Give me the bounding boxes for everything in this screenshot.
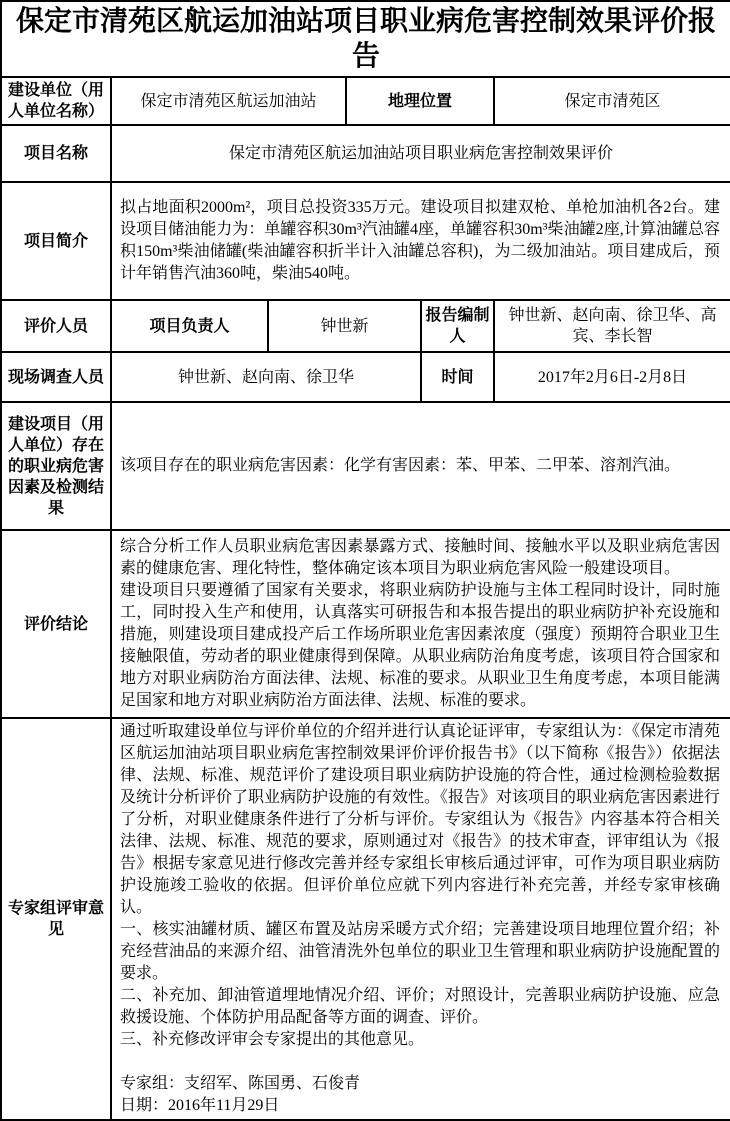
construction-unit-value: 保定市清苑区航运加油站 — [111, 77, 346, 125]
expert-opinion-label: 专家组评审意见 — [1, 718, 111, 1120]
expert-opinion-paragraph-1: 通过听取建设单位与评价单位的介绍并进行认真论证评审，专家组认为：《保定市清苑区航运加油站项目职业病危害控制效果评价评价报告书》（以下简称《报告》）依据法律、法规、标准、规范评价了建设项目职业病防护设施的符合性，通过检测检验数据及统计分析评价了职业病防护设施的有效性。《报告》对该项目的职业病危害因素进行了分析，对职业健康条件进行了分析与评价。专家组认为《报告》内容基本符合相关法律、法规、标准、规范的要求，原则通过对《报告》的技术审查，评审组认为《报告》根据专家意见进行修改完善并经专家组长审核后通过评审，可作为项目职业病防护设施竣工验收的依据。但评价单位应就下列内容进行补充完善，并经专家审核确认。 — [120, 723, 721, 916]
expert-opinion-paragraph-3: 二、补充加、卸油管道埋地情况介绍、评价；对照设计，完善职业病防护设施、应急救援设施、个体防护用品配备等方面的调查、评价。 — [120, 987, 721, 1026]
site-survey-value: 钟世新、赵向南、徐卫华 — [111, 352, 421, 402]
project-name-value: 保定市清苑区航运加油站项目职业病危害控制效果评价 — [111, 125, 730, 182]
project-brief-label: 项目简介 — [1, 182, 111, 300]
project-leader-label: 项目负责人 — [111, 300, 268, 352]
hazards-label: 建设项目（用人单位）存在的职业病危害因素及检测结果 — [1, 402, 111, 530]
conclusion-paragraph-1: 综合分析工作人员职业病危害因素暴露方式、接触时间、接触水平以及职业病危害因素的健康危害、理化特性，整体确定该本项目为职业病危害风险一般建设项目。 — [120, 538, 721, 577]
evaluators-label: 评价人员 — [1, 300, 111, 352]
time-label: 时间 — [421, 352, 494, 402]
report-writers-label: 报告编制人 — [421, 300, 494, 352]
project-brief-value: 拟占地面积2000m²，项目总投资335万元。建设项目拟建双枪、单枪加油机各2台。建设项目储油能力为：单罐容积30m³汽油罐4座，单罐容积30m³柴油罐2座,计算油罐总容积150m³柴油储罐(柴油罐容积折半计入油罐总容积)，为二级加油站。项目建成后，预计年销售汽油360吨，柴油540吨。 — [111, 182, 730, 300]
conclusion-paragraph-2: 建设项目只要遵循了国家有关要求，将职业病防护设施与主体工程同时设计，同时施工，同时投入生产和使用，认真落实可研报告和本报告提出的职业病防护补充设施和措施，则建设项目建成投产后工作场所职业危害因素浓度（强度）预期符合职业卫生接触限值，劳动者的职业健康得到保障。从职业病防治角度考虑，该项目符合国家和地方对职业病防治方面法律、法规、标准的要求。从职业卫生角度考虑，本项目能满足国家和地方对职业病防治方面法律、法规、标准的要求。 — [120, 582, 721, 709]
hazards-value: 该项目存在的职业病危害因素：化学有害因素：苯、甲苯、二甲苯、溶剂汽油。 — [111, 402, 730, 530]
expert-opinion-paragraph-2: 一、核实油罐材质、罐区布置及站房采暖方式介绍；完善建设项目地理位置介绍；补充经营油品的来源介绍、油管清洗外包单位的职业卫生管理和职业病防护设施配置的要求。 — [120, 921, 721, 982]
geo-location-value: 保定市清苑区 — [494, 77, 730, 125]
expert-opinion-value — [111, 718, 730, 1120]
conclusion-label: 评价结论 — [1, 530, 111, 718]
expert-opinion-paragraph-4: 三、补充修改评审会专家提出的其他意见。 — [120, 1031, 425, 1048]
project-leader-value: 钟世新 — [268, 300, 421, 352]
geo-location-label: 地理位置 — [346, 77, 494, 125]
site-survey-label: 现场调查人员 — [1, 352, 111, 402]
expert-group-signature: 专家组：支绍军、陈国勇、石俊青 — [120, 1075, 361, 1092]
conclusion-value — [111, 530, 730, 718]
project-name-label: 项目名称 — [1, 125, 111, 182]
construction-unit-label: 建设单位（用人单位名称） — [1, 77, 111, 125]
review-date: 日期：2016年11月29日 — [120, 1097, 280, 1114]
report-writers-value: 钟世新、赵向南、徐卫华、高宾、李长智 — [494, 300, 730, 352]
time-value: 2017年2月6日-2月8日 — [494, 352, 730, 402]
report-title: 保定市清苑区航运加油站项目职业病危害控制效果评价报告 — [1, 1, 730, 77]
